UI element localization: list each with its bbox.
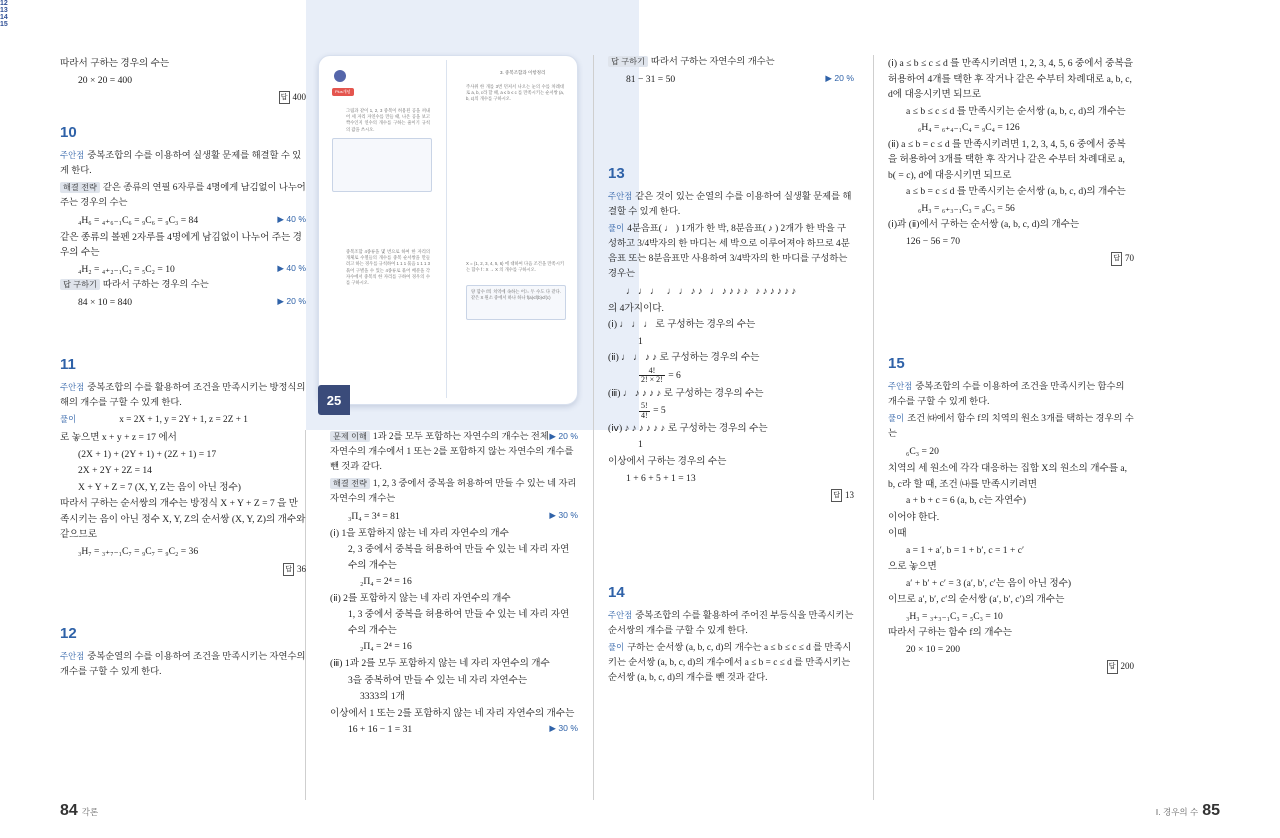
- formula-line: ₆C₃ = 20: [906, 446, 939, 458]
- focus-tag: 주안점: [60, 651, 85, 662]
- focus-line: [608, 609, 854, 639]
- solution-tag: 풀이: [608, 642, 625, 652]
- formula-line: ₃H₇ = ₃₊₇₋₁C₇ = ₉C₇ = ₉C₂ = 36: [78, 545, 199, 557]
- formula-line: [330, 509, 578, 525]
- thumbnail-gutter: [446, 60, 447, 398]
- score-percent: ▶ 40 %: [277, 262, 306, 273]
- formula-line: [608, 367, 854, 385]
- column-divider: [873, 55, 874, 800]
- text-line: a ≤ b = c ≤ d 를 만족시키는 순서쌍 (a, b, c, d)의 개수는: [906, 186, 1126, 198]
- pattern-1: ♩ ♩ ♩: [626, 286, 660, 298]
- score-percent: ▶ 20 %: [825, 73, 854, 84]
- understanding-line: [330, 430, 578, 475]
- answer-box-icon: 답: [1107, 660, 1118, 673]
- fraction-denominator: 4!: [641, 410, 648, 420]
- formula-line: 20 × 10 = 200: [906, 643, 960, 655]
- focus-tag: 주안점: [608, 190, 633, 201]
- thumbnail-item-text: 그림과 같이 1, 2, 3 중복이 허용된 공을 꺼내어 세 자리 자연수를 만들 때, 나온 공을 보고 짝수인지 연수의 개수를 구하는 줄이기 규칙의 값을 쓰시오.: [346, 108, 430, 132]
- answer-step-text: 따라서 구하는 자연수의 개수는: [650, 57, 775, 67]
- focus-line: [60, 650, 306, 680]
- thumbnail-figure: [332, 138, 432, 192]
- strategy-tag: 해결 전략: [330, 478, 370, 489]
- answer-box-icon: 답: [831, 489, 842, 502]
- text-line: 따라서 구하는 함수 f의 개수는: [888, 627, 1012, 639]
- case-label: (ⅳ) ♪ ♪ ♪ ♪ ♪ ♪ 로 구성하는 경우의 수는: [608, 422, 768, 434]
- footer-label-right: Ⅰ. 경우의 수: [1155, 807, 1199, 817]
- solution-text: 구하는 순서쌍 (a, b, c, d)의 개수는 a ≤ b ≤ c ≤ d 를 만족시키는 순서쌍 (a, b, c, d)의 개수에서 a ≤ b = c ≤ d 를 만족시키는 순서쌍 (a, b, c, d)의 개수를 뺀 것과 같다.: [608, 643, 852, 684]
- column-4: [888, 55, 1134, 674]
- answer-line: [60, 562, 306, 577]
- solution-text: 4분음표( ♩ ) 1개가 한 박, 8분음표( ♪ ) 2개가 한 박을 구성하고 3/4박자의 한 마디는 세 박으로 이루어져야 하므로 4분음표 또는 8분음표만 사용하여 3/4박자의 한 마디를 구성하는 경우는: [608, 223, 850, 280]
- answer-box-icon: 답: [283, 563, 294, 576]
- text-line: 이때: [888, 528, 907, 540]
- text-line: 1, 3 중에서 중복을 허용하여 만들 수 있는 네 자리 자연수의 개수는: [348, 609, 570, 636]
- focus-line: [608, 190, 854, 220]
- formula-line: ₆H₄ = ₆₊₄₋₁C₄ = ₉C₄ = 126: [918, 122, 1020, 134]
- thumbnail-item-text: X = {1, 2, 3, 4, 5, 6} 에 대하여 다음 조건을 만족시키는 함수 f : X → X 의 개수를 구하시오.: [466, 261, 564, 273]
- text-line: 이므로 a′, b′, c′의 순서쌍 (a′, b′, c′)의 개수는: [888, 594, 1065, 606]
- text-line: 이상에서 구하는 경우의 수는: [608, 455, 727, 467]
- formula-line: 126 − 56 = 70: [906, 235, 960, 247]
- question-number-15: 15: [888, 354, 905, 372]
- column-1: [60, 55, 306, 682]
- focus-text: 중복조합의 수를 활용하여 주어진 부등식을 만족시키는 순서쌍의 개수를 구할 수 있게 한다.: [608, 610, 854, 636]
- formula-line: a + b + c = 6 (a, b, c는 자연수): [906, 495, 1026, 507]
- answer-value: 13: [845, 490, 854, 501]
- column-3: [608, 55, 854, 688]
- thumbnail-item-text: 중복조합 4종류을 몇 번으로 하여 한 자리의 개체로 수열들의 개수를 중복 순서쌍을 만들려고 하는 경우를 규칙하여 1 1 1 묶음 1 1 1 3 묶어 구별을 수 있는 4종류로 묶어 배분을 각 자수에서 중복의 한 자리를 구하여 경우의 수를 구하시오.: [346, 249, 430, 286]
- text-line: 이상에서 1 또는 2를 포함하지 않는 네 자리 자연수의 개수는: [330, 707, 575, 719]
- formula-text: = 5: [653, 405, 666, 417]
- formula-line: ₃H₃ = ₃₊₃₋₁C₃ = ₅C₃ = 10: [906, 610, 1003, 622]
- understanding-text: 1과 2를 모두 포함하는 자연수의 개수는 전체 자연수의 개수에서 1 또는 2를 포함하지 않는 자연수의 개수를 뺀 것과 같다.: [330, 432, 574, 473]
- answer-line: [60, 90, 306, 105]
- text-line: 으로 놓으면: [888, 561, 937, 573]
- formula-line: 1 + 6 + 5 + 1 = 13: [626, 472, 696, 484]
- strategy-line: [60, 181, 306, 211]
- text-line: 20 × 20 = 400: [78, 74, 132, 86]
- case-label: (ⅲ) ♩ ♪ ♪ ♪ ♪ 로 구성하는 경우의 수는: [608, 387, 764, 399]
- thumbnail-condition-box: [466, 285, 566, 320]
- answer-step-line: [60, 278, 306, 293]
- text-line: 로 놓으면 x + y + z = 17 에서: [60, 432, 177, 444]
- answer-value: 70: [1125, 253, 1134, 264]
- formula-text: 16 + 16 − 1 = 31: [348, 724, 413, 736]
- focus-text: 중복조합의 수를 활용하여 조건을 만족시키는 방정식의 해의 개수를 구할 수 있게 한다.: [60, 383, 306, 409]
- thumbnail-page-number: 25: [318, 385, 350, 415]
- solution-line: [60, 413, 306, 428]
- case-label: (ⅰ) ♩ ♩ ♩ 로 구성하는 경우의 수는: [608, 319, 756, 331]
- understanding-tag: 문제 이해: [330, 431, 370, 442]
- question-number-10: 10: [60, 123, 77, 141]
- answer-value: 36: [297, 563, 306, 574]
- formula-line: 2X + 2Y + 2Z = 14: [78, 465, 152, 477]
- score-percent: ▶ 30 %: [549, 510, 578, 521]
- solution-tag: 풀이: [60, 414, 77, 425]
- formula-line: [330, 722, 578, 738]
- focus-line: [888, 380, 1134, 410]
- case-label: (ⅲ) 1과 2를 모두 포함하지 않는 네 자리 자연수의 개수: [330, 658, 550, 670]
- formula-line: ₆H₃ = ₆₊₃₋₁C₃ = ₈C₃ = 56: [918, 202, 1015, 214]
- formula-text: 84 × 10 = 840: [78, 297, 132, 309]
- formula-line: (2X + 1) + (2Y + 1) + (2Z + 1) = 17: [78, 448, 217, 460]
- answer-value: 200: [1120, 661, 1134, 672]
- focus-text: 중복조합의 수를 이용하여 실생활 문제를 해결할 수 있게 한다.: [60, 150, 302, 176]
- formula-line: a = 1 + a′, b = 1 + b′, c = 1 + c′: [906, 544, 1025, 556]
- focus-tag: 주안점: [60, 149, 85, 160]
- thumbnail-item-num: 12: [0, 0, 8, 7]
- thumbnail-item-num: 15: [0, 21, 8, 28]
- focus-tag: 주안점: [60, 382, 85, 393]
- pattern-line: [608, 284, 854, 300]
- question-number-11: 11: [60, 355, 76, 373]
- strategy-line: [330, 477, 578, 507]
- case-label: (ⅱ) a ≤ b = c ≤ d 를 만족시키려면 1, 2, 3, 4, 5, 6 중에서 중복을 허용하여 3개를 택한 후 작거나 같은 수부터 차례대로 a, b( = c), d에 대응시키면 되므로: [888, 138, 1126, 181]
- pattern-4: ♪ ♪ ♪ ♪ ♪ ♪: [755, 286, 797, 298]
- thumbnail-header-note: 3. 중복조합과 이항정리: [500, 70, 546, 75]
- focus-text: 같은 것이 있는 순열의 수를 이용하여 실생활 문제를 해결할 수 있게 한다.: [608, 191, 852, 217]
- answer-box-icon: 답: [279, 91, 290, 104]
- solution-line: [608, 641, 854, 686]
- formula-line: a′ + b′ + c′ = 3 (a′, b′, c′는 음이 아닌 정수): [906, 577, 1072, 589]
- pattern-2: ♩ ♩ ♪ ♪: [666, 286, 703, 298]
- footer-label-left: 각론: [81, 807, 99, 817]
- text-line: (ⅰ)과 (ⅱ)에서 구하는 순서쌍 (a, b, c, d)의 개수는: [888, 219, 1080, 231]
- fraction-numerator: 4!: [639, 367, 665, 376]
- focus-text: 중복순열의 수를 이용하여 조건을 만족시키는 자연수의 개수를 구할 수 있게 한다.: [60, 652, 306, 678]
- column-divider: [593, 55, 594, 800]
- formula-text: ₄H₆ = ₄₊₆₋₁C₆ = ₉C₆ = ₉C₃ = 84: [78, 215, 199, 227]
- page-number-left: 84: [60, 802, 78, 819]
- answer-step-tag: 답 구하기: [608, 56, 648, 67]
- question-number-12: 12: [60, 625, 77, 643]
- answer-step-tag: 답 구하기: [60, 279, 100, 290]
- focus-line: [60, 149, 306, 179]
- thumbnail-condition-text: 양 함수 f의 치역에 속하는 어느 두 수도 다 같다. 같은 X 원소 중에서 하나 하나 f(a)≤f(b)≤f(c): [471, 289, 561, 301]
- text-line: a ≤ b ≤ c ≤ d 를 만족시키는 순서쌍 (a, b, c, d)의 개수는: [906, 105, 1126, 117]
- logo-icon: [334, 70, 346, 82]
- question-number-13: 13: [608, 164, 625, 182]
- column-2: [330, 430, 578, 739]
- thumbnail-item-num: 14: [0, 14, 8, 21]
- focus-tag: 주안점: [608, 609, 633, 620]
- score-percent: ▶ 20 %: [549, 431, 578, 441]
- solution-text: x = 2X + 1, y = 2Y + 1, z = 2Z + 1: [119, 415, 248, 426]
- score-percent: ▶ 40 %: [277, 214, 306, 225]
- text-line: 치역의 세 원소에 각각 대응하는 집합 X의 원소의 개수를 a, b, c라 할 때, 조건 ㈏를 만족시키려면: [888, 462, 1128, 490]
- score-percent: ▶ 20 %: [277, 296, 306, 307]
- answer-line: [888, 251, 1134, 266]
- thumbnail-item-text: 주사위 한 개를 3번 던져서 나오는 눈의 수를 차례대로 a, b, c라 할 때, a ≤ b ≤ c 를 만족시키는 순서쌍 (a, b, c)의 개수를 구하시오.: [466, 84, 564, 102]
- thumbnail-item-num: 13: [0, 7, 8, 14]
- answer-value: 400: [292, 92, 306, 103]
- answer-box-icon: 답: [1111, 252, 1122, 265]
- answer-line: [888, 659, 1134, 674]
- fraction-denominator: 2! × 2!: [641, 375, 663, 385]
- answer-step-text: 따라서 구하는 경우의 수는: [102, 280, 209, 291]
- formula-text: = 6: [668, 369, 681, 381]
- formula-line: ₂Π₄ = 2⁴ = 16: [360, 576, 412, 588]
- pattern-3: ♩ ♪ ♪ ♪ ♪: [709, 286, 749, 298]
- formula-text: ₃Π₄ = 3⁴ = 81: [348, 511, 400, 523]
- score-percent: ▶ 30 %: [549, 723, 578, 734]
- case-label: (ⅱ) 2를 포함하지 않는 네 자리 자연수의 개수: [330, 592, 511, 604]
- answer-line: [608, 488, 854, 503]
- footer-right: [1152, 802, 1220, 820]
- text-line: 따라서 구하는 경우의 수는: [60, 58, 170, 69]
- formula-text: 81 − 31 = 50: [626, 74, 676, 86]
- formula-line: X + Y + Z = 7 (X, Y, Z는 음이 아닌 정수): [78, 481, 241, 493]
- solution-line: [608, 222, 854, 282]
- formula-line: [60, 262, 306, 278]
- text-line: 이어야 한다.: [888, 511, 940, 523]
- answer-step-line: [608, 55, 854, 70]
- solution-tag: 풀이: [888, 413, 905, 424]
- formula-line: [60, 213, 306, 229]
- strategy-text: 같은 종류의 연필 6자루를 4명에게 남김없이 나누어 주는 경우의 수는: [60, 183, 306, 209]
- text-line: 2, 3 중에서 중복을 허용하여 만들 수 있는 네 자리 자연수의 개수는: [348, 544, 570, 571]
- footer-left: [60, 802, 102, 820]
- formula-line: 1: [638, 335, 643, 347]
- strategy-text: 1, 2, 3 중에서 중복을 허용하여 만들 수 있는 네 자리 자연수의 개수는: [330, 479, 577, 505]
- solution-tag: 풀이: [608, 222, 625, 233]
- strategy-tag: 해결 전략: [60, 182, 100, 193]
- formula-line: [60, 295, 306, 311]
- text-line: 의 4가지이다.: [608, 302, 664, 314]
- page-number-right: 85: [1202, 802, 1220, 819]
- focus-tag: 주안점: [888, 381, 913, 392]
- focus-text: 중복조합의 수를 이용하여 조건을 만족시키는 함수의 개수를 구할 수 있게 한다.: [888, 382, 1125, 408]
- fraction: [639, 367, 665, 385]
- case-label: (ⅱ) ♩ ♩ ♪ ♪ 로 구성하는 경우의 수는: [608, 352, 760, 364]
- formula-line: [608, 72, 854, 88]
- formula-line: ₂Π₄ = 2⁴ = 16: [360, 641, 412, 653]
- case-label: (ⅰ) 1을 포함하지 않는 네 자리 자연수의 개수: [330, 527, 509, 539]
- formula-line: [608, 402, 854, 420]
- solution-text: 조건 ㈐에서 함수 f의 치역의 원소 3개를 택하는 경우의 수는: [888, 414, 1134, 440]
- case-label: (ⅰ) a ≤ b ≤ c ≤ d 를 만족시키려면 1, 2, 3, 4, 5, 6 중에서 중복을 허용하여 4개를 택한 후 작거나 같은 수부터 차례대로 a, b, c, d에 대응시키면 되므로: [888, 58, 1133, 101]
- formula-text: ₄H₂ = ₄₊₂₋₁C₂ = ₅C₂ = 10: [78, 263, 175, 275]
- text-line: 3을 중복하여 만들 수 있는 네 자리 자연수는: [348, 674, 528, 686]
- thumbnail-logo-label: Plus개념: [332, 88, 354, 96]
- fraction-numerator: 5!: [641, 401, 648, 411]
- formula-line: 3333의 1개: [360, 691, 405, 703]
- text-line: 같은 종류의 볼펜 2자루를 4명에게 남김없이 나누어 주는 경우의 수는: [60, 231, 302, 259]
- focus-line: [60, 381, 306, 411]
- question-number-14: 14: [608, 583, 625, 601]
- solution-line: [888, 412, 1134, 442]
- text-line: 따라서 구하는 순서쌍의 개수는 방정식 X + Y + Z = 7 을 만족시키는 음이 아닌 정수 X, Y, Z의 순서쌍 (X, Y, Z)의 개수와 같으므로: [60, 498, 306, 541]
- fraction: [639, 402, 650, 420]
- formula-line: 1: [638, 439, 643, 451]
